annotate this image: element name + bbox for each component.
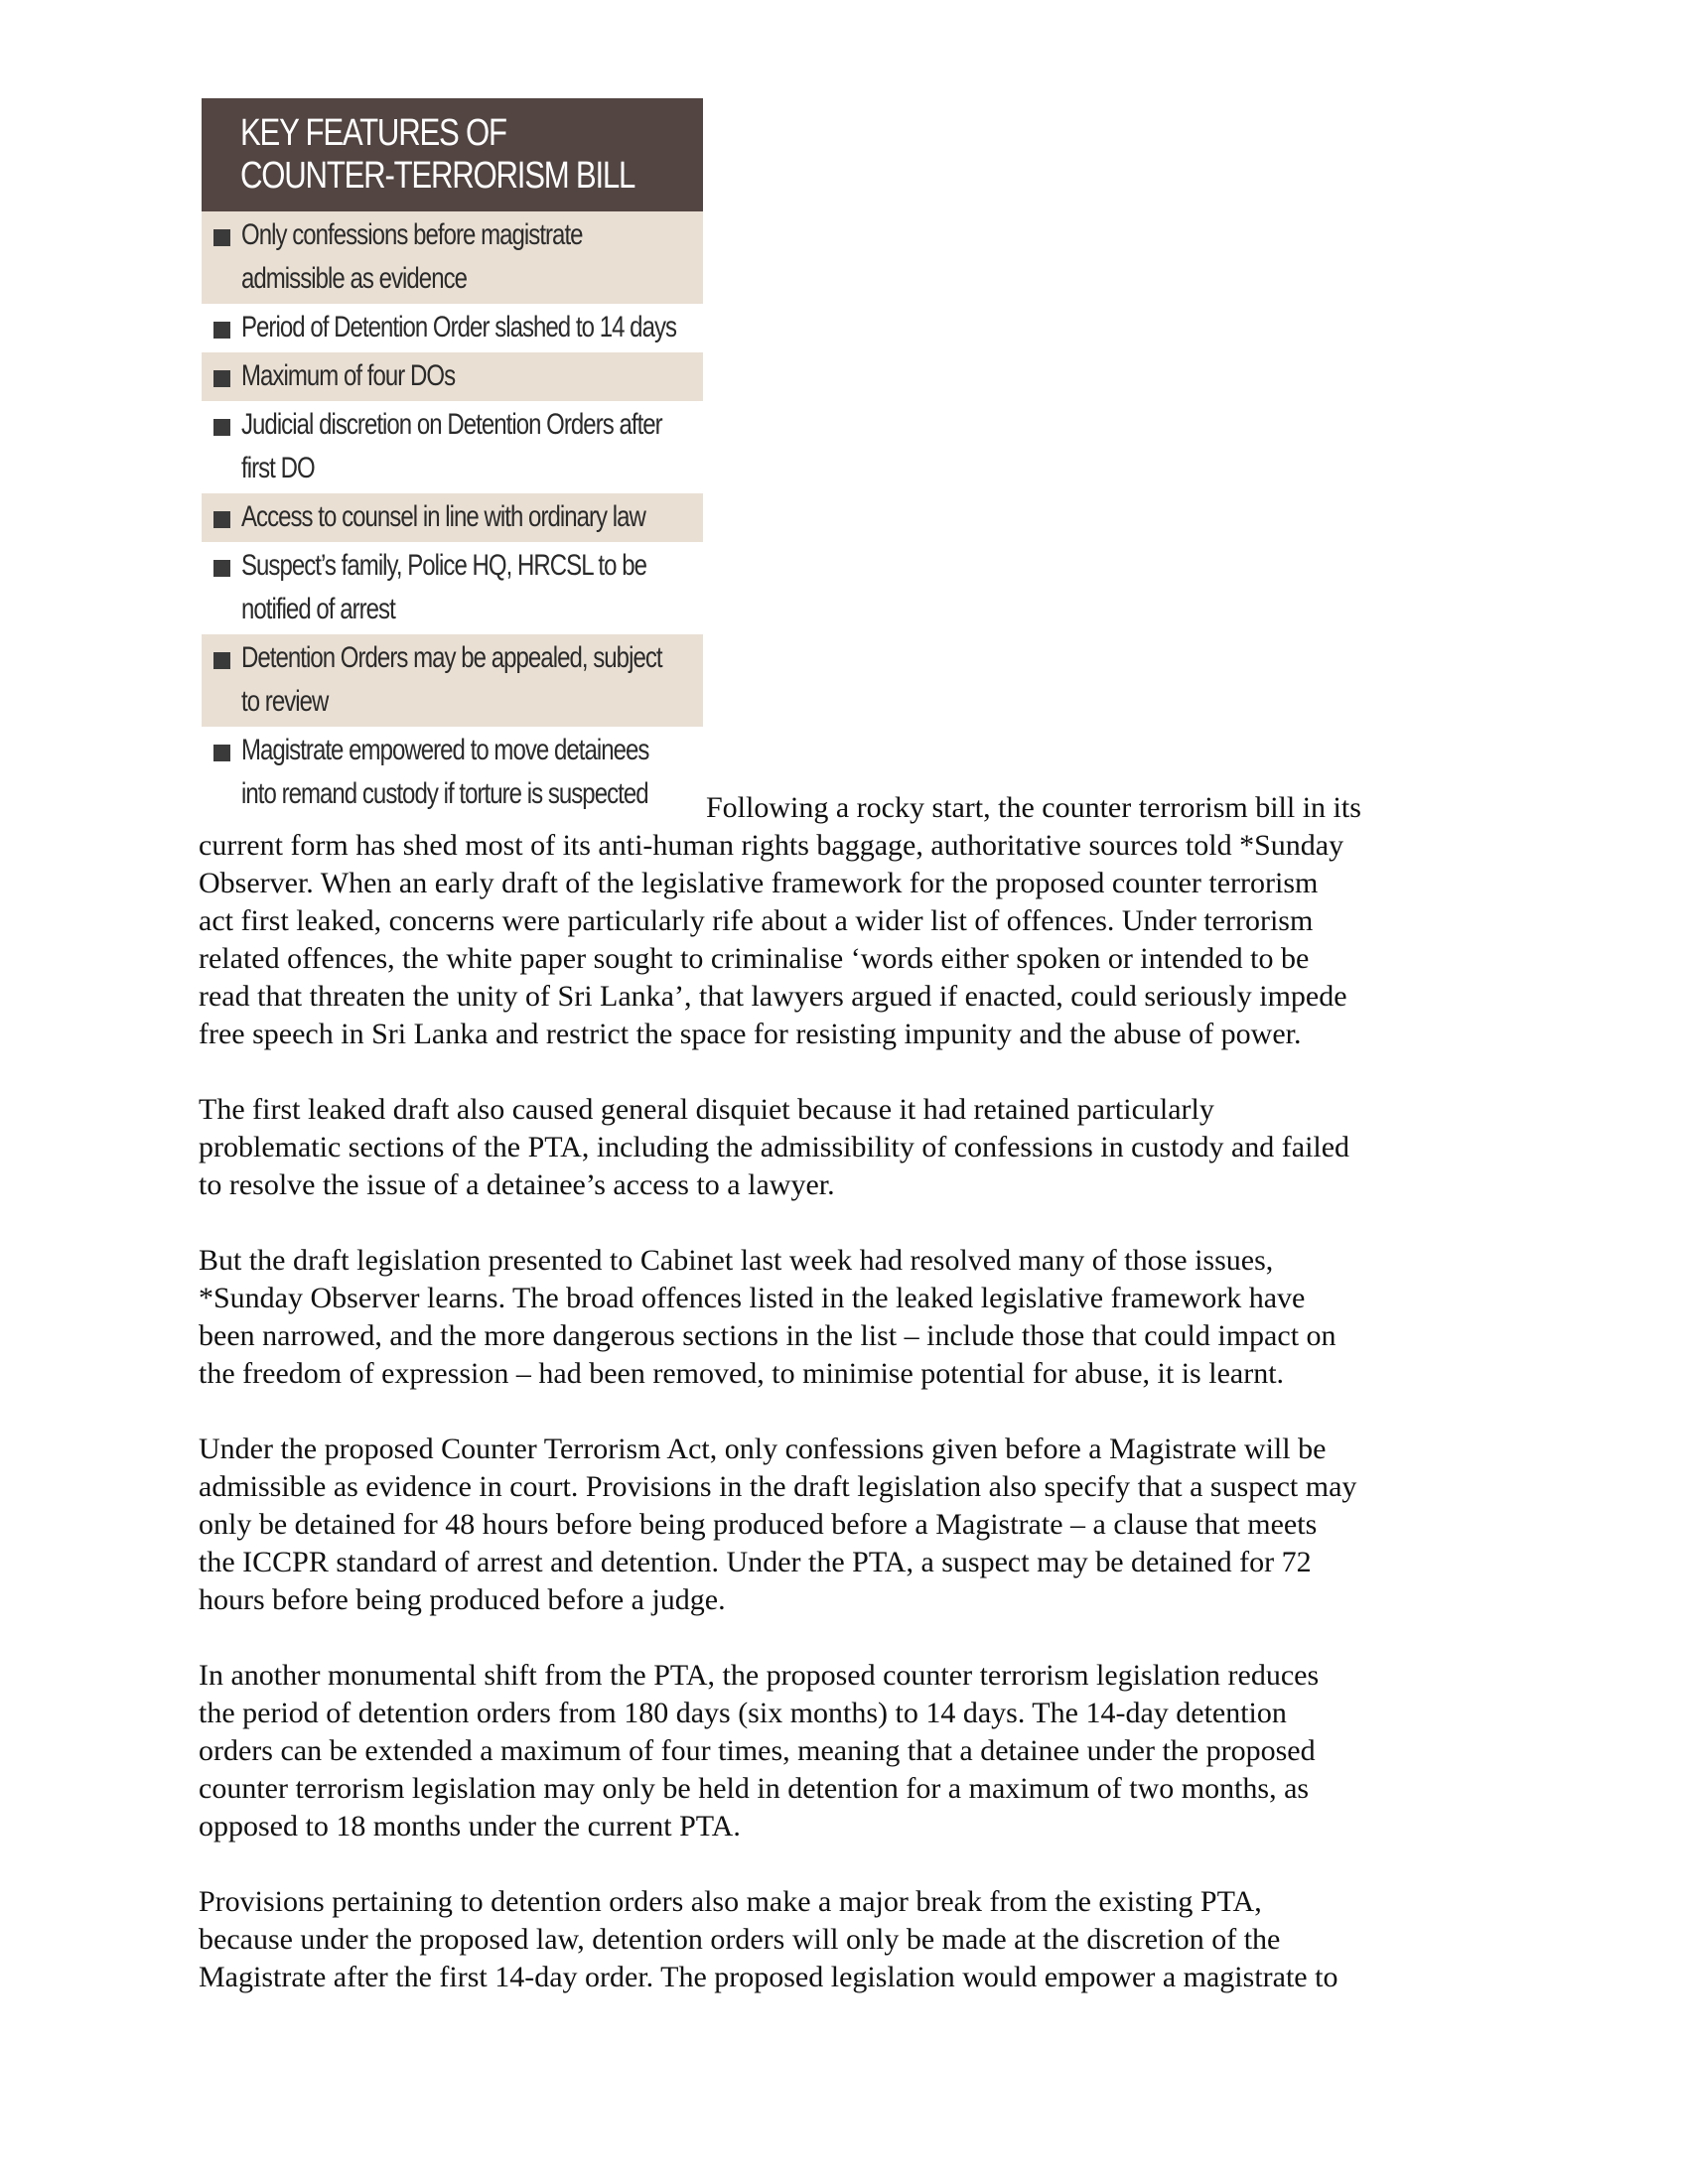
article-line: only be detained for 48 hours before being produced before a Magistrate – a clause that meets <box>199 1508 1318 1541</box>
article-line: counter terrorism legislation may only be held in detention for a maximum of two months, as <box>199 1772 1310 1805</box>
key-feature-item <box>202 634 703 727</box>
key-feature-item <box>202 211 703 304</box>
article-line: The first leaked draft also caused general disquiet because it had retained particularly <box>199 1093 1214 1126</box>
key-feature-item <box>202 401 703 493</box>
article-line: *Sunday Observer learns. The broad offences listed in the leaked legislative framework have <box>199 1282 1306 1314</box>
article-lead-line: Following a rocky start, the counter terrorism bill in its <box>706 791 1361 824</box>
key-features-title-line: COUNTER-TERRORISM BILL <box>240 155 635 197</box>
article-line: Provisions pertaining to detention orders also make a major break from the existing PTA, <box>199 1885 1262 1918</box>
article-line: the ICCPR standard of arrest and detention. Under the PTA, a suspect may be detained for 72 <box>199 1546 1312 1578</box>
article-line: the period of detention orders from 180 days (six months) to 14 days. The 14-day detention <box>199 1697 1287 1729</box>
article-line: current form has shed most of its anti-human rights baggage, authoritative sources told *Sunday <box>199 829 1344 862</box>
article-line: In another monumental shift from the PTA, the proposed counter terrorism legislation reduces <box>199 1659 1320 1692</box>
key-feature-text: Suspect’s family, Police HQ, HRCSL to be notified of arrest <box>241 549 646 625</box>
article-paragraph <box>199 1242 1489 1393</box>
article-line: But the draft legislation presented to Cabinet last week had resolved many of those issues, <box>199 1244 1274 1277</box>
key-feature-item <box>202 304 703 352</box>
key-features-title-line: KEY FEATURES OF <box>240 112 506 154</box>
key-feature-text: Maximum of four DOs <box>241 359 456 392</box>
article-paragraph <box>199 1091 1489 1204</box>
square-bullet-icon <box>213 229 230 246</box>
key-feature-item <box>202 493 703 542</box>
article-line: Under the proposed Counter Terrorism Act, only confessions given before a Magistrate will be <box>199 1433 1327 1465</box>
key-feature-text: Magistrate empowered to move detainees into remand custody if torture is suspected <box>241 734 649 810</box>
article-line: to resolve the issue of a detainee’s access to a lawyer. <box>199 1168 835 1201</box>
key-feature-item <box>202 727 703 819</box>
key-features-header <box>202 98 703 211</box>
square-bullet-icon <box>213 560 230 577</box>
article-paragraph <box>199 827 1489 1053</box>
square-bullet-icon <box>213 370 230 387</box>
article-line: problematic sections of the PTA, including the admissibility of confessions in custody and failed <box>199 1131 1350 1163</box>
square-bullet-icon <box>213 419 230 436</box>
square-bullet-icon <box>213 511 230 528</box>
article-line: opposed to 18 months under the current PTA. <box>199 1810 741 1843</box>
article-body <box>199 827 1489 2034</box>
key-feature-text: Period of Detention Order slashed to 14 days <box>241 311 677 343</box>
article-line: admissible as evidence in court. Provisions in the draft legislation also specify that a suspect may <box>199 1470 1357 1503</box>
square-bullet-icon <box>213 745 230 761</box>
article-line: Magistrate after the first 14-day order. The proposed legislation would empower a magistrate to <box>199 1961 1338 1993</box>
article-line: act first leaked, concerns were particularly rife about a wider list of offences. Under terrorism <box>199 904 1314 937</box>
article-line: related offences, the white paper sought to criminalise ‘words either spoken or intended to be <box>199 942 1310 975</box>
article-line: been narrowed, and the more dangerous sections in the list – include those that could impact on <box>199 1319 1336 1352</box>
article-line: orders can be extended a maximum of four times, meaning that a detainee under the proposed <box>199 1734 1316 1767</box>
key-features-list <box>202 211 703 819</box>
key-feature-item <box>202 542 703 634</box>
square-bullet-icon <box>213 652 230 669</box>
article-line: hours before being produced before a judge. <box>199 1583 726 1616</box>
square-bullet-icon <box>213 322 230 339</box>
article-line: the freedom of expression – had been removed, to minimise potential for abuse, it is learnt. <box>199 1357 1285 1390</box>
article-line: Observer. When an early draft of the legislative framework for the proposed counter terrorism <box>199 867 1319 899</box>
article-line: free speech in Sri Lanka and restrict the space for resisting impunity and the abuse of power. <box>199 1018 1302 1050</box>
article-line: because under the proposed law, detention orders will only be made at the discretion of the <box>199 1923 1281 1956</box>
key-feature-item <box>202 352 703 401</box>
article-line: read that threaten the unity of Sri Lanka’, that lawyers argued if enacted, could seriously impede <box>199 980 1347 1013</box>
key-feature-text: Detention Orders may be appealed, subject to review <box>241 641 662 718</box>
article-paragraph <box>199 1657 1489 1845</box>
key-feature-text: Access to counsel in line with ordinary law <box>241 500 645 533</box>
article-paragraph <box>199 1883 1489 1996</box>
key-feature-text: Only confessions before magistrate admissible as evidence <box>241 218 583 295</box>
key-features-box <box>202 98 703 813</box>
key-feature-text: Judicial discretion on Detention Orders after first DO <box>241 408 662 484</box>
article-paragraph <box>199 1431 1489 1619</box>
